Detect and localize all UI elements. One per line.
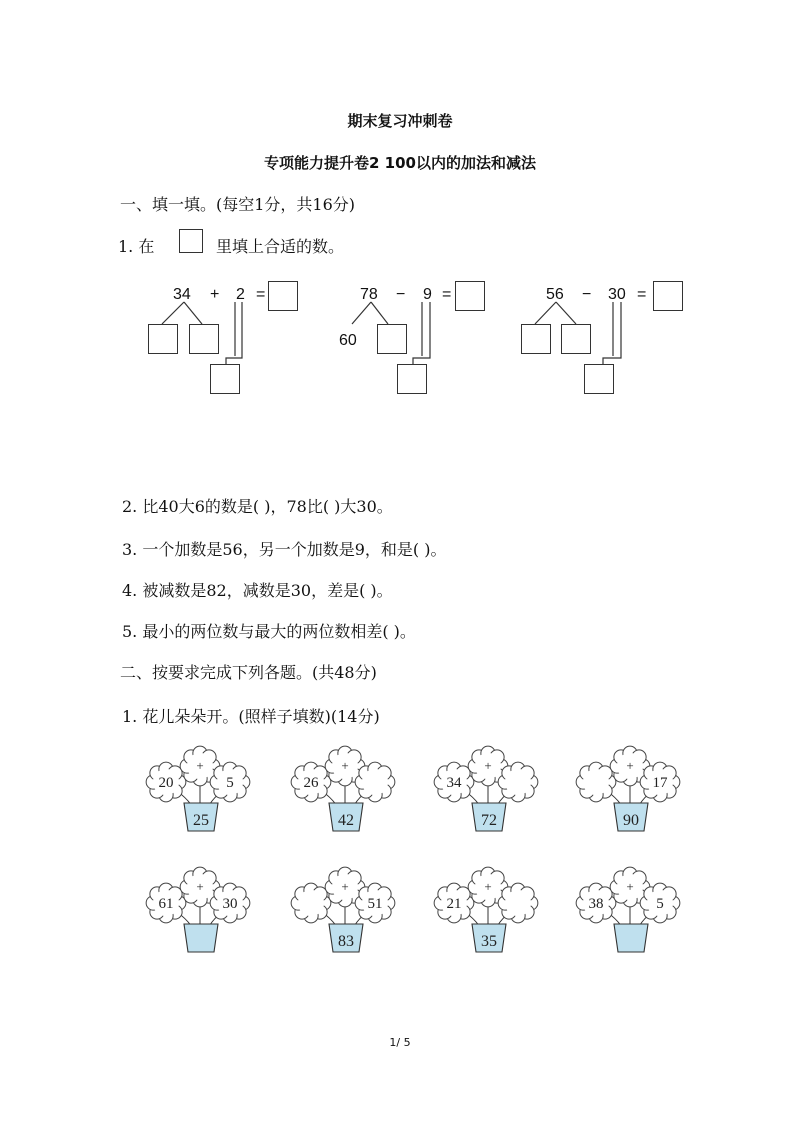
pot-number: 25 (193, 812, 209, 829)
tree-3-step-box[interactable] (584, 364, 614, 394)
q1-suffix: 里填上合适的数。 (216, 237, 345, 256)
flower-plus-sign: + (341, 758, 349, 773)
flower-right-icon (355, 762, 395, 802)
tree-3-result-box[interactable] (653, 281, 683, 311)
flower-plus-sign: + (626, 758, 634, 773)
tree-2-eq: = (442, 286, 452, 303)
tree-3-op: − (582, 286, 592, 303)
pot-number: 72 (481, 812, 497, 829)
tree-1-step-box[interactable] (210, 364, 240, 394)
flower-left-number: 21 (446, 896, 462, 912)
tree-3-split-left-box[interactable] (521, 324, 551, 354)
flower-pot-1 (140, 745, 260, 835)
question-5: 5. 最小的两位数与最大的两位数相差( )。 (122, 622, 416, 641)
pot-number: 90 (623, 812, 639, 829)
flower-right-number: 30 (222, 896, 238, 912)
flower-right-number: 5 (226, 775, 234, 791)
tree-1-split-left-box[interactable] (148, 324, 178, 354)
tree-3-eq: = (637, 286, 647, 303)
flower-plus-sign: + (484, 879, 492, 894)
flower-left-number: 26 (303, 775, 319, 791)
flower-left-icon (576, 762, 616, 802)
flower-pot-5 (140, 866, 260, 956)
flower-left-number: 38 (588, 896, 604, 912)
flower-left-number: 34 (446, 775, 462, 791)
flower-plus-sign: + (196, 879, 204, 894)
page-subtitle: 专项能力提升卷2 100以内的加法和减法 (264, 154, 536, 172)
flower-left-number: 61 (158, 896, 174, 912)
question-3: 3. 一个加数是56，另一个加数是9，和是( )。 (122, 540, 447, 559)
pot-number: 83 (338, 933, 354, 950)
flower-pot-4 (570, 745, 690, 835)
tree-1-eq: = (256, 286, 266, 303)
example-box (179, 229, 203, 253)
section2-heading: 二、按要求完成下列各题。(共48分) (120, 663, 377, 682)
flower-pot-3 (428, 745, 548, 835)
tree-1-b: 2 (236, 286, 245, 303)
tree-2-step-box[interactable] (397, 364, 427, 394)
page-title: 期末复习冲刺卷 (347, 112, 453, 130)
question-2: 2. 比40大6的数是( )，78比( )大30。 (122, 497, 393, 516)
tree-1-split-right-box[interactable] (189, 324, 219, 354)
q1-prefix: 1. 在 (118, 237, 155, 256)
flower-right-number: 51 (367, 896, 383, 912)
tree-2-op: − (396, 286, 406, 303)
pot-number: 35 (481, 933, 497, 950)
flower-pot-8 (570, 866, 690, 956)
flower-left-icon (291, 883, 331, 923)
flower-right-icon (498, 762, 538, 802)
tree-3-b: 30 (608, 286, 626, 303)
section2-q1: 1. 花儿朵朵开。(照样子填数)(14分) (122, 707, 380, 726)
tree-2-hint: 60 (339, 332, 357, 349)
page-number: 1/ 5 (389, 1036, 411, 1049)
flower-right-icon (498, 883, 538, 923)
flower-plus-sign: + (341, 879, 349, 894)
tree-1-result-box[interactable] (268, 281, 298, 311)
tree-2-result-box[interactable] (455, 281, 485, 311)
flower-pot-7 (428, 866, 548, 956)
flower-pot-2 (285, 745, 405, 835)
tree-2-b: 9 (423, 286, 432, 303)
flower-left-number: 20 (158, 775, 174, 791)
question-4: 4. 被减数是82，减数是30，差是( )。 (122, 581, 393, 600)
flower-right-number: 17 (652, 775, 668, 791)
flower-plus-sign: + (196, 758, 204, 773)
tree-2-a: 78 (360, 286, 378, 303)
tree-2-split-right-box[interactable] (377, 324, 407, 354)
flower-right-number: 5 (656, 896, 664, 912)
pot-number: 42 (338, 812, 354, 829)
flower-plus-sign: + (626, 879, 634, 894)
pot-icon (614, 924, 648, 952)
tree-1-op: + (210, 286, 220, 303)
flower-plus-sign: + (484, 758, 492, 773)
tree-3-split-right-box[interactable] (561, 324, 591, 354)
tree-1-a: 34 (173, 286, 191, 303)
flower-pot-6 (285, 866, 405, 956)
tree-3-a: 56 (546, 286, 564, 303)
pot-icon (184, 924, 218, 952)
section1-heading: 一、填一填。(每空1分，共16分) (120, 195, 356, 214)
